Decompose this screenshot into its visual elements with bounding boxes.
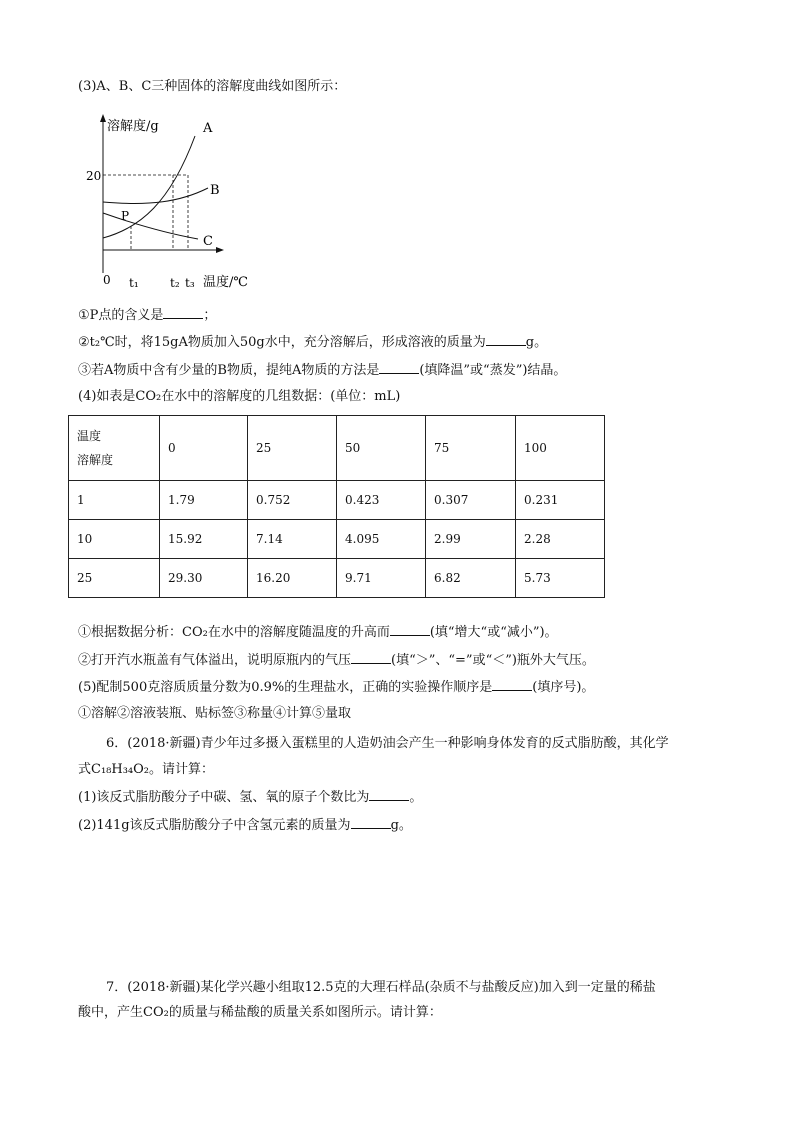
co2-solubility-table: [68, 415, 605, 598]
point-p-label: P: [121, 209, 130, 223]
q3-sub1-text: ①P点的含义是: [78, 308, 164, 323]
q5-options: ①溶解②溶液装瓶、贴标签③称量④计算⑤量取: [78, 706, 352, 721]
curve-b-label: B: [210, 183, 220, 198]
row-label: 25: [69, 559, 160, 598]
header-temp-cell: 0: [160, 416, 248, 481]
q3-intro: (3)A、B、C三种固体的溶解度曲线如图所示：: [78, 79, 347, 94]
q5-text: (5)配制500克溶质质量分数为0.9%的生理盐水，正确的实验操作顺序是: [78, 680, 493, 695]
q3-sub1-tail: ；: [203, 308, 217, 323]
table-cell: 0.423: [337, 481, 426, 520]
q3-sub2: [78, 333, 547, 352]
origin-label: 0: [103, 273, 111, 287]
q4-intro: (4)如表是CO₂在水中的溶解度的几组数据：(单位：mL): [78, 389, 401, 404]
header-temp: 温度: [77, 429, 102, 443]
q6-part1-tail: 。: [409, 790, 423, 805]
q3-sub3: [78, 361, 566, 380]
table-cell: 2.99: [426, 520, 516, 559]
q3-sub2-tail: g。: [525, 335, 548, 350]
header-corner: [69, 416, 160, 481]
q4-sub2-tail: (填“＞”、“=”或“＜”)瓶外大气压。: [391, 653, 595, 668]
x-tick-t3: t₃: [185, 276, 195, 290]
x-tick-t2: t₂: [170, 276, 180, 290]
y-tick-20: 20: [86, 169, 102, 183]
x-tick-t1: t₁: [129, 276, 139, 290]
table-cell: 5.73: [516, 559, 605, 598]
header-temp-cell: 50: [337, 416, 426, 481]
q4-sub1-text: ①根据数据分析：CO₂在水中的溶解度随温度的升高而: [78, 625, 390, 640]
answer-blank[interactable]: [492, 678, 532, 691]
q7-line2: 酸中，产生CO₂的质量与稀盐酸的质量关系如图所示。请计算：: [78, 1005, 442, 1020]
answer-blank[interactable]: [486, 333, 526, 346]
q6-line1: 6．(2018·新疆)青少年过多摄入蛋糕里的人造奶油会产生一种影响身体发育的反式脂肪酸，其化学: [106, 736, 669, 751]
y-axis-arrow: [100, 114, 106, 122]
q6-part2-tail: g。: [390, 818, 412, 833]
q5-question: [78, 678, 594, 697]
q4-sub1: [78, 623, 558, 642]
q6-line2: 式C₁₈H₃₄O₂。请计算：: [78, 762, 214, 777]
header-temp-cell: 100: [516, 416, 605, 481]
q3-sub3-text: ③若A物质中含有少量的B物质，提纯A物质的方法是: [78, 363, 380, 378]
table-cell: 4.095: [337, 520, 426, 559]
q3-sub3-tail: (填降温”或“蒸发”)结晶。: [419, 363, 567, 378]
table-row: [69, 520, 605, 559]
q6-part2-text: (2)141g该反式脂肪酸分子中含氢元素的质量为: [78, 818, 351, 833]
header-solubility: 溶解度: [77, 453, 114, 467]
table-row: [69, 481, 605, 520]
table-row: [69, 559, 605, 598]
table-cell: 29.30: [160, 559, 248, 598]
q4-sub1-tail: (填“增大“或“减小”)。: [429, 625, 558, 640]
table-cell: 0.231: [516, 481, 605, 520]
q4-sub2: [78, 651, 595, 670]
table-cell: 7.14: [248, 520, 337, 559]
answer-blank[interactable]: [351, 816, 391, 829]
answer-blank[interactable]: [379, 361, 419, 374]
q6-part2: [78, 816, 412, 835]
curve-a: [103, 136, 195, 238]
solubility-chart: [70, 108, 270, 293]
x-axis-label: 温度/℃: [203, 275, 248, 290]
table-cell: 15.92: [160, 520, 248, 559]
curve-b: [103, 188, 208, 203]
answer-blank[interactable]: [351, 651, 391, 664]
table-cell: 2.28: [516, 520, 605, 559]
q3-sub1: [78, 306, 216, 325]
q7-line1: 7．(2018·新疆)某化学兴趣小组取12.5克的大理石样品(杂质不与盐酸反应)加入到一定量的稀盐: [106, 980, 656, 995]
row-label: 10: [69, 520, 160, 559]
curve-c: [103, 213, 198, 239]
table-cell: 0.307: [426, 481, 516, 520]
q6-part1-text: (1)该反式脂肪酸分子中碳、氢、氧的原子个数比为: [78, 790, 370, 805]
curve-c-label: C: [203, 234, 213, 249]
q6-part1: [78, 788, 422, 807]
answer-blank[interactable]: [163, 306, 203, 319]
answer-blank[interactable]: [390, 623, 430, 636]
q4-sub2-text: ②打开汽水瓶盖有气体溢出，说明原瓶内的气压: [78, 653, 352, 668]
y-axis-label: 溶解度/g: [107, 119, 159, 134]
row-label: 1: [69, 481, 160, 520]
header-temp-cell: 25: [248, 416, 337, 481]
header-temp-cell: 75: [426, 416, 516, 481]
curve-a-label: A: [203, 121, 213, 136]
q5-tail: (填序号)。: [532, 680, 595, 695]
answer-blank[interactable]: [369, 788, 409, 801]
table-cell: 1.79: [160, 481, 248, 520]
q3-sub2-text: ②t₂℃时，将15gA物质加入50g水中，充分溶解后，形成溶液的质量为: [78, 335, 486, 350]
table-cell: 0.752: [248, 481, 337, 520]
table-cell: 9.71: [337, 559, 426, 598]
x-axis-arrow: [216, 247, 224, 253]
table-header-row: [69, 416, 605, 481]
table-cell: 16.20: [248, 559, 337, 598]
table-cell: 6.82: [426, 559, 516, 598]
